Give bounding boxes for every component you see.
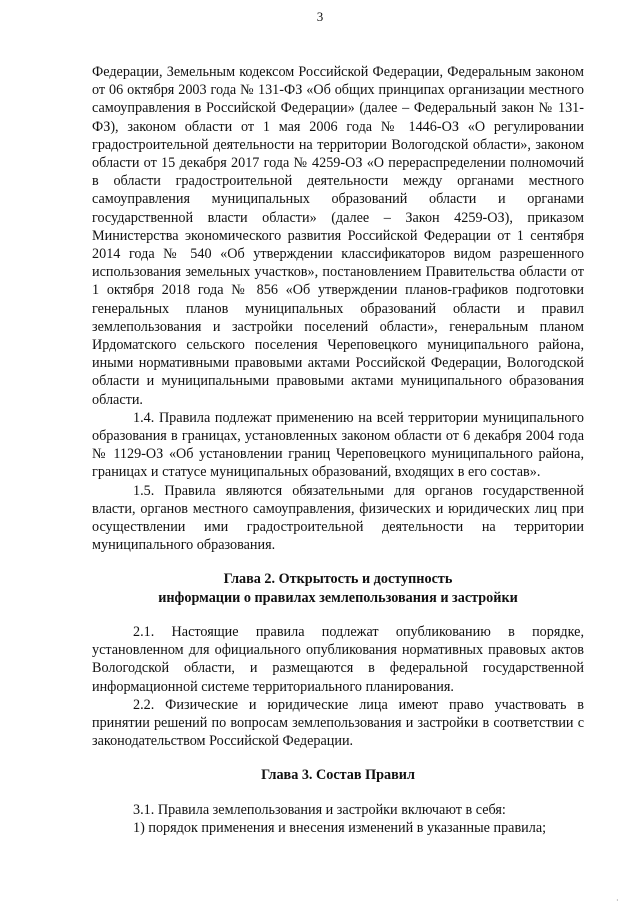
scan-mark: · (616, 896, 619, 905)
list-item-1: 1) порядок применения и внесения изменений в указанные правила; (133, 819, 547, 836)
chapter-2-heading (92, 570, 584, 606)
paragraph-1-5: 1.5. Правила являются обязательными для органов государственной власти, органов местного самоуправления, физических и юридических лиц при осуществлении ими градостроительной деятельности на территории муниципального образования. (92, 482, 584, 554)
chapter-2-title-line1: Глава 2. Открытость и доступность (223, 571, 453, 588)
paragraph-1-4: 1.4. Правила подлежат применению на всей территории муниципального образования в границах, установленных законом области от 6 декабря 2004 года № 1129-ОЗ «Об установлении границ Череповецкого муниципального района, границах и статусе муниципальных образований, входящих в его состав». (92, 409, 584, 481)
paragraph-2-1: 2.1. Настоящие правила подлежат опубликованию в порядке, установленном для официального опубликования нормативных правовых актов Вологодской области, и размещаются в федеральной государственной информационной системе территориального планирования. (92, 623, 584, 695)
paragraph-intro: Федерации, Земельным кодексом Российской Федерации, Федеральным законом от 06 октября 2003 года № 131-ФЗ «Об общих принципах организации местного самоуправления в Российской Федерации» (далее – Федеральный закон № 131-ФЗ), законом области от 1 мая 2006 года № 1446-ОЗ «О регулировании градостроительной деятельности на территории Вологодской области», законом области от 15 декабря 2017 года № 4259-ОЗ «О перераспределении полномочий в области градостроительной деятельности между органами местного самоуправления муниципальных образований области и органами государственной власти области» (далее – Закон 4259-ОЗ), приказом Министерства экономического развития Российской Федерации от 1 сентября 2014 года № 540 «Об утверждении классификаторов видом разрешенного использования земельных участков», постановлением Правительства области от 1 октября 2018 года № 856 «Об утверждении планов-графиков подготовки генеральных планов муниципальных образований области и правил землепользования и застройки поселений области», генеральным планом Ирдоматского сельского поселения Череповецкого муниципального района, иными нормативными правовыми актами Российской Федерации, Вологодской области и муниципальными правовыми актами муниципального образования области. (92, 64, 584, 408)
chapter-2-title-line2: информации о правилах землепользования и застройки (158, 589, 518, 606)
document-body (92, 63, 584, 837)
page-number: 3 (316, 9, 324, 24)
paragraph-2-2: 2.2. Физические и юридические лица имеют право участвовать в принятии решений по вопросам землепользования и застройки в соответствии с законодательством Российской Федерации. (92, 696, 584, 750)
paragraph-3-1: 3.1. Правила землепользования и застройки включают в себя: (133, 801, 506, 818)
chapter-3-heading (92, 766, 584, 784)
chapter-3-title: Глава 3. Состав Правил (261, 767, 415, 784)
